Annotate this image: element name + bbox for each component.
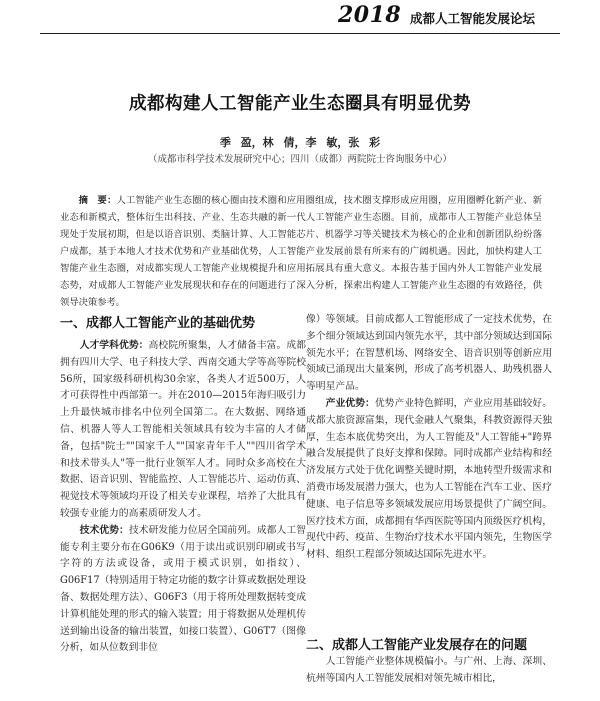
paragraph-technology bbox=[60, 523, 306, 657]
paragraph-text-talent: 高校院所聚集，人才储备丰富。成都拥有四川大学、电子科技大学、西南交通大学等高等院校56所，国家级科研机构30余家，各类人才近500万，人才可获得性中西部第一。并在2010—2015年海归吸引力上升最快城市排名中位列全国第二。在大数据、网络通信、机器人等人工智能相关领域具有较为丰富的人才储备，包括"院士""国家千人""国家青年千人""四川省学术和技术带头人"等一批行业领军人才。同时众多高校在大数据、语音识别、智能监控、人工智能芯片、运动仿真、视觉技术等领域均开设了相关专业课程，培养了大批具有较强专业能力的高素质研发人才。 bbox=[60, 340, 307, 519]
section-heading-1: 一、成都人工智能产业的基础优势 bbox=[60, 316, 256, 331]
affiliation: （成都市科学技术发展研究中心；四川（成都）两院院士咨询服务中心） bbox=[147, 154, 452, 165]
paragraph-text-technology: 技术研发能力位居全国前列。成都人工智能专利主要分布在G06K9（用于读出或识别印刷或书写字符的方法或设备，或用于模式识别，如指纹）、G06F17（特别适用于特定功能的数字计算或数据处理设备、数据处理方法）、G06F3（用于将所处理数据转变成计算机能处理的形式的输入装置；用于将数据从处理机传送到输出设备的输出装置，如接口装置）、G06T7（图像分析，如从位数到非位 bbox=[60, 524, 307, 654]
header-journal-title: 成都人工智能发展论坛 bbox=[410, 11, 536, 26]
section-heading-2: 二、成都人工智能产业发展存在的问题 bbox=[306, 638, 528, 653]
paragraph-talent bbox=[60, 338, 306, 523]
paragraph-scale: 人工智能产业整体规模偏小。与广州、上海、深圳、杭州等国内人工智能发展相对领先城市相比， bbox=[306, 656, 552, 684]
abstract-text: 人工智能产业生态圈的核心圈由技术圈和应用圈组成，技术圈支撑形成应用圈，应用圈孵化新产业、新业态和新模式，整体衍生出科技、产业、生态共融的新一代人工智能产业生态圈。目前，成都市人工智能产业总体呈现处于发展初期，但是以语音识别、类脑计算、人工智能芯片、机器学习等关键技术为核心的企业和创新团队纷纷落户成都，基于本地人才技术优势和产业基础优势，人工智能产业发展前景有所来有的广阔机遇。因此，加快构建人工智能产业生态圈，对成都实现人工智能产业规模提升和应用拓展具有重大意义。本报告基于国内外人工智能产业发展态势，对成都人工智能产业发展现状和存在的问题进行了深入分析，探索出构建人工智能产业生态圈的有效路径，供领导决策参考。 bbox=[60, 195, 542, 308]
abstract bbox=[60, 192, 542, 311]
right-column-bottom bbox=[306, 654, 552, 688]
paragraph-lead-technology: 技术优势： bbox=[79, 524, 129, 536]
paragraph-lead-industry: 产业优势： bbox=[325, 397, 375, 409]
abstract-label: 摘 要： bbox=[78, 195, 117, 206]
running-header bbox=[0, 0, 600, 40]
article-title: 成都构建人工智能产业生态圈具有明显优势 bbox=[129, 94, 471, 114]
paragraph-lead-talent: 人才学科优势： bbox=[79, 340, 149, 351]
header-year: 2018 bbox=[338, 2, 402, 28]
header-rule bbox=[40, 33, 560, 34]
left-column bbox=[60, 338, 306, 657]
author-list: 季 盈，林 倩，李 敏，张 彩 bbox=[219, 136, 381, 149]
paragraph-continued: 像）等领域。目前成都人工智能形成了一定技术优势，在多个细分领域达到国内领先水平，其中部分领域达到国际领先水平；在智慧机场、网络安全、语音识别等创新应用领域已涌现出大量案例，形成了高考机器人、助残机器人等明星产品。 bbox=[306, 314, 552, 393]
paragraph-industry bbox=[306, 396, 552, 564]
paragraph-text-industry: 优势产业特色鲜明，产业应用基础较好。成都大旅资源富集，现代金融人气聚集，科教资源得天独厚，生态本底优势突出，为人工智能及"人工智能+"跨界融合发展提供了良好支撑和保障。同时成都产业结构和经济发展方式处于优化调整关键时期，本地转型升级需求和消费市场发展潜力强大，也为人工智能在汽车工业、医疗健康、电子信息等多领域发展应用场景提供了广阔空间。医疗技术方面，成都拥有华西医院等国内顶级医疗机构，现代中药、疫苗、生物治疗技术水平国内领先，生物医学材料、组织工程部分领域达国际先进水平。 bbox=[306, 397, 553, 561]
right-column bbox=[306, 312, 552, 564]
